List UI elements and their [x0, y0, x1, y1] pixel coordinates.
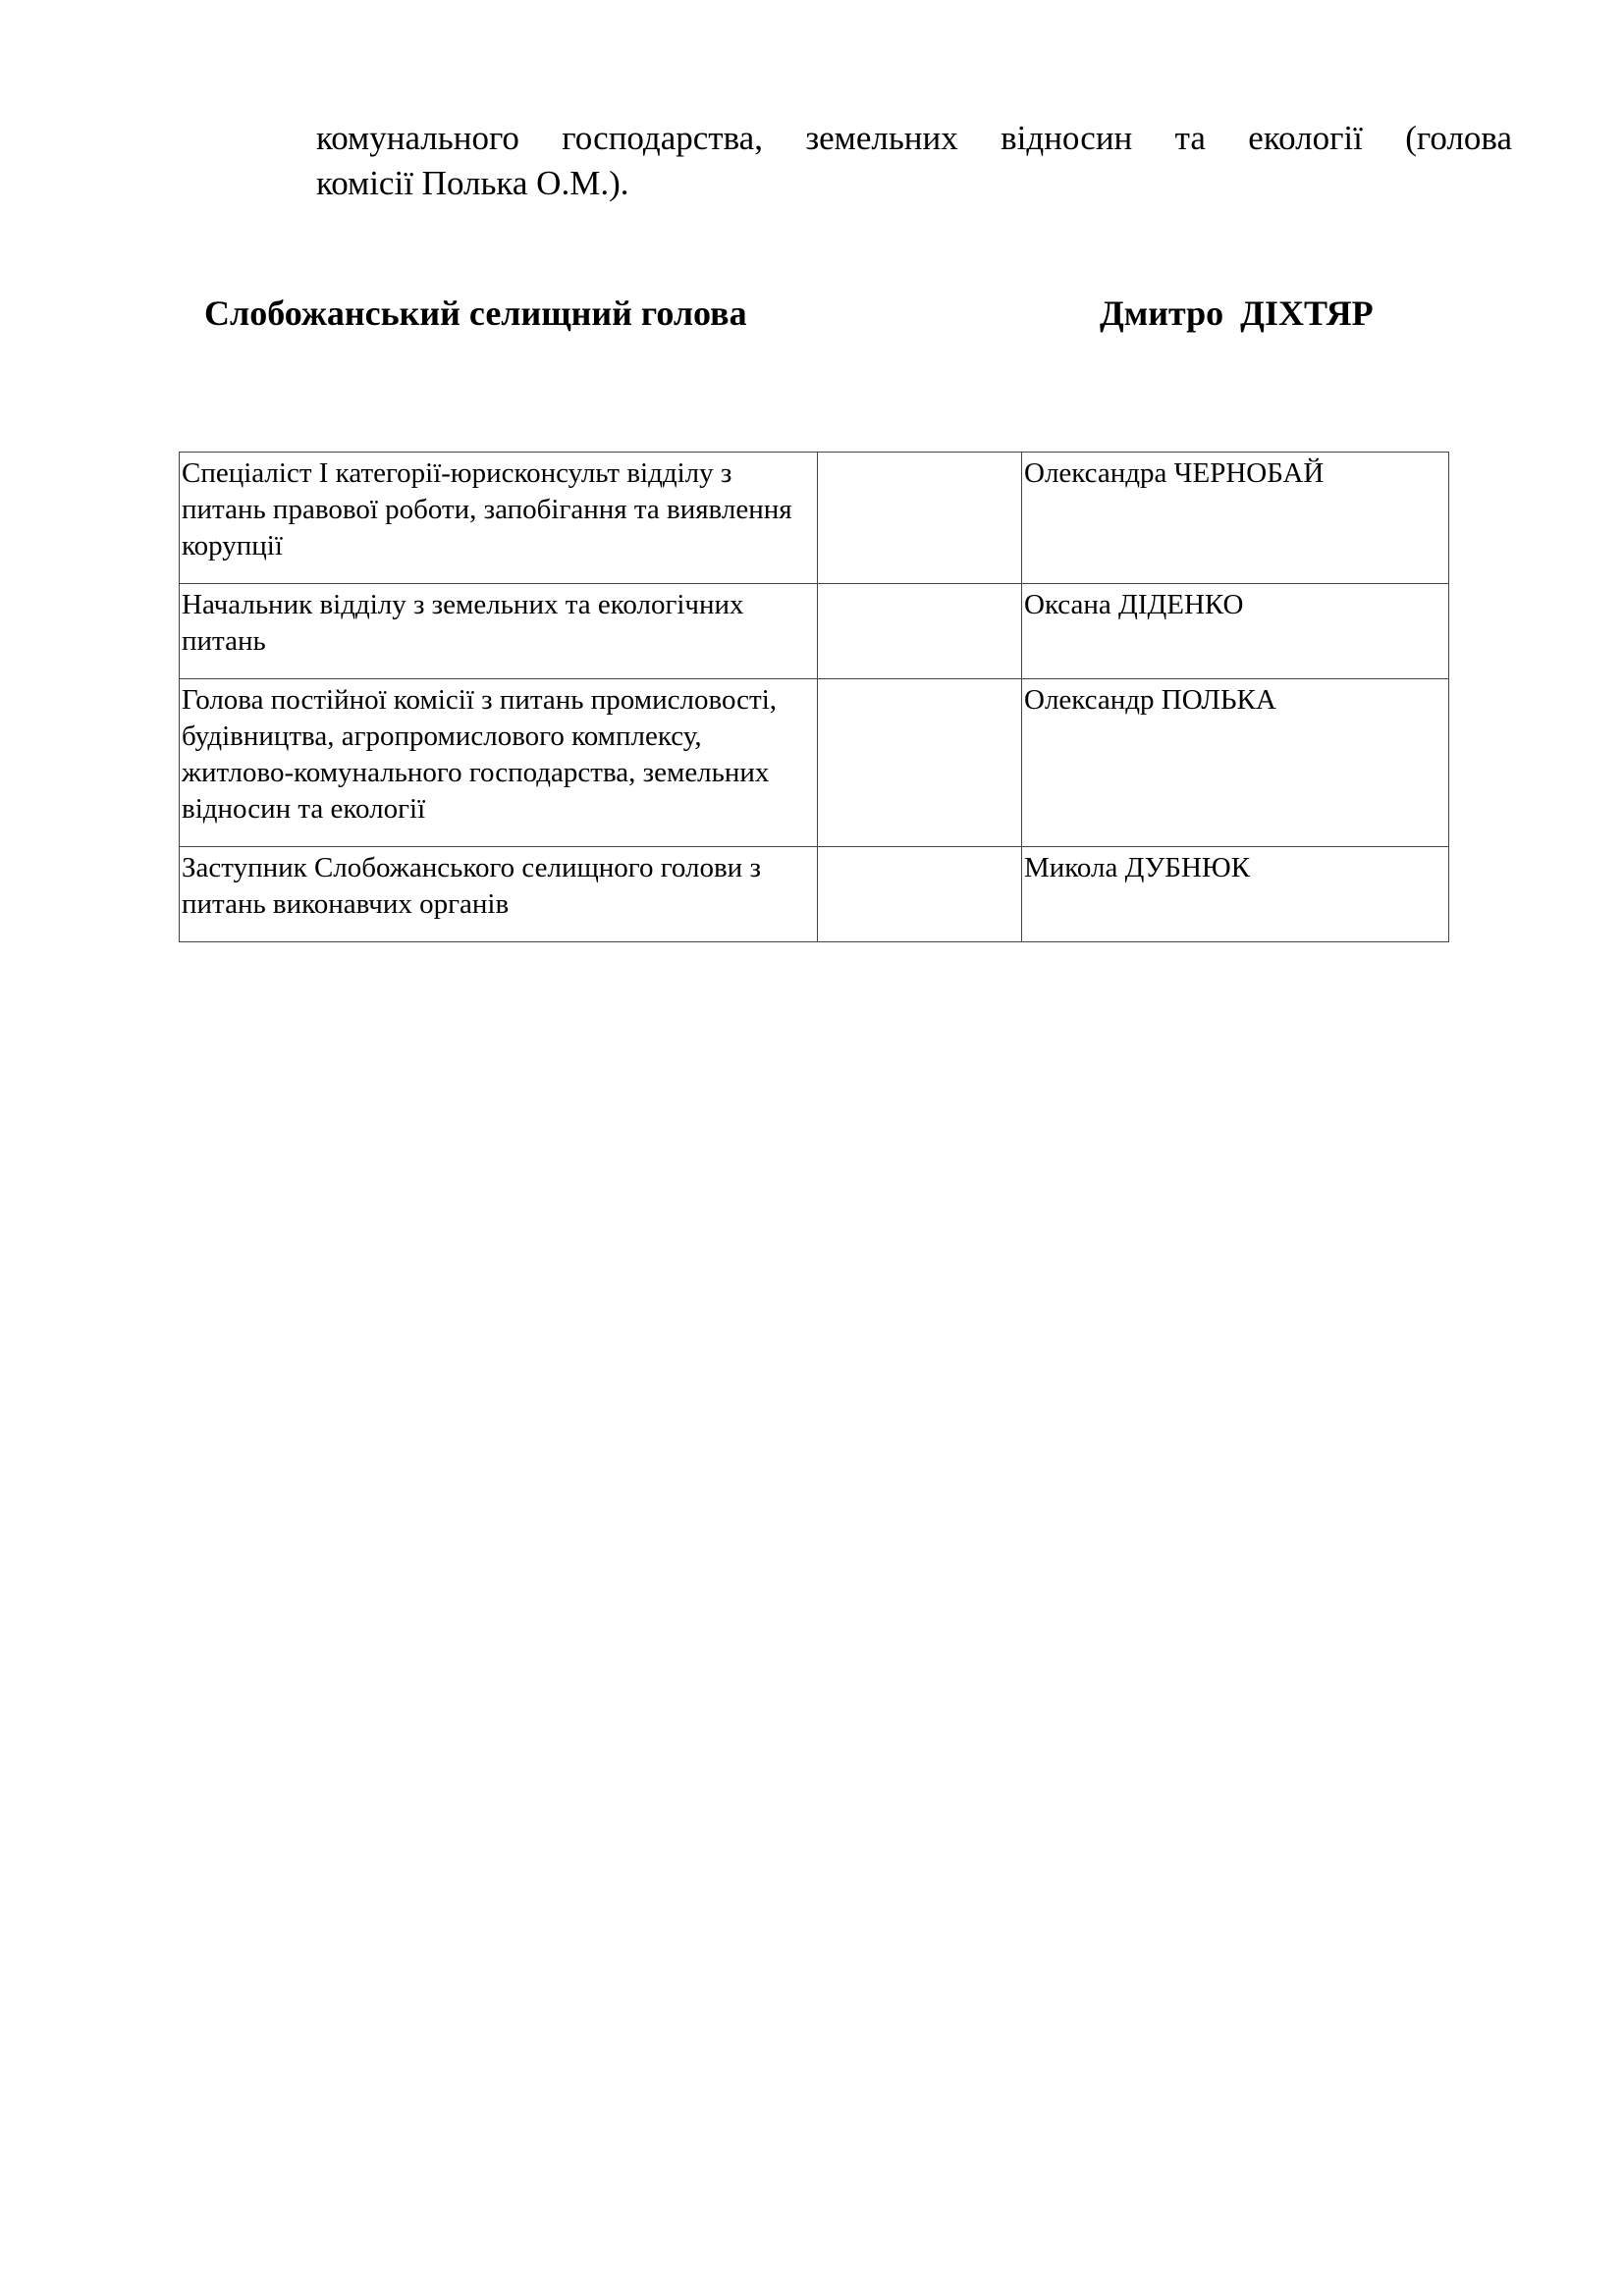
signature-text [820, 584, 1019, 587]
table-row [180, 584, 1449, 679]
signature-title: Слобожанський селищний голова [204, 294, 747, 333]
name-cell [1022, 679, 1449, 847]
intro-line-1: комунального господарства, земельних відносин та екології (голова [316, 119, 1512, 157]
signature-text [820, 679, 1019, 682]
name-text: Олександр ПОЛЬКА [1024, 684, 1276, 716]
position-text: Спеціаліст І категорії-юрисконсульт відділу з питань правової роботи, запобігання та виявлення корупції [182, 457, 792, 561]
signature-cell [818, 453, 1022, 584]
name-text: Оксана ДІДЕНКО [1024, 589, 1244, 620]
signature-name: Дмитро ДІХТЯР [1100, 294, 1374, 333]
position-cell [180, 679, 818, 847]
table-row [180, 453, 1449, 584]
signature-cell [818, 584, 1022, 679]
table-row [180, 847, 1449, 942]
signature-cell [818, 847, 1022, 942]
signature-cell [818, 679, 1022, 847]
signature-text [820, 453, 1019, 455]
name-cell [1022, 453, 1449, 584]
approvals-table [179, 452, 1449, 942]
intro-paragraph [316, 116, 1512, 206]
table-row [180, 679, 1449, 847]
position-cell [180, 453, 818, 584]
name-cell [1022, 847, 1449, 942]
signature-text [820, 847, 1019, 850]
position-text: Голова постійної комісії з питань промисловості, будівництва, агропромислового комплексу, житлово-комунального господарства, земельних відносин та екології [182, 684, 778, 825]
name-text: Олександра ЧЕРНОБАЙ [1024, 457, 1325, 489]
intro-line-2: комісії Полька О.М.). [316, 164, 629, 202]
position-cell [180, 847, 818, 942]
position-text: Заступник Слобожанського селищного голови з питань виконавчих органів [182, 852, 761, 920]
position-text: Начальник відділу з земельних та екологічних питань [182, 589, 744, 657]
name-text: Микола ДУБНЮК [1024, 852, 1251, 883]
name-cell [1022, 584, 1449, 679]
position-cell [180, 584, 818, 679]
